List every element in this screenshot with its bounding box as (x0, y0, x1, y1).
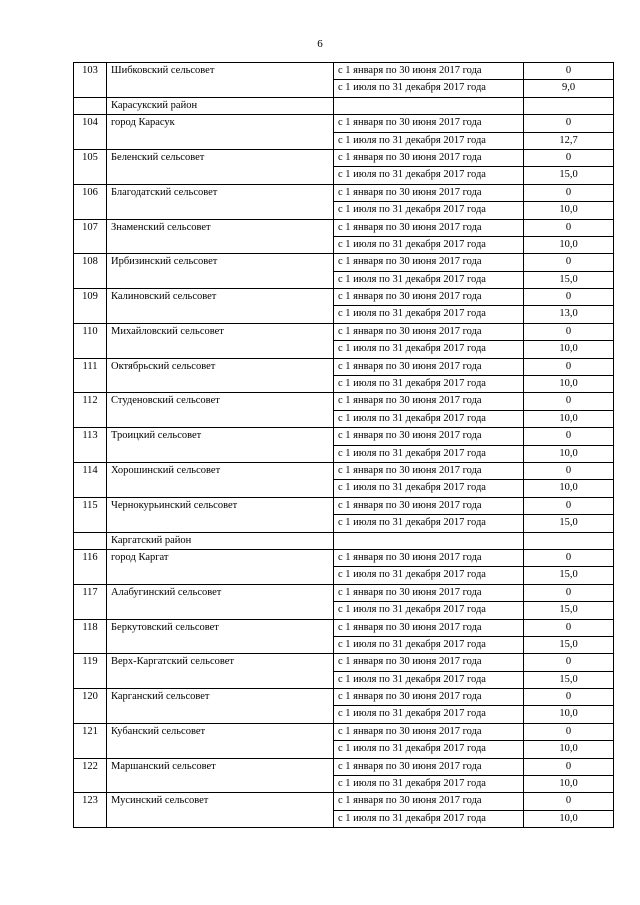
row-number: 119 (74, 654, 107, 689)
entity-name: Чернокурьинский сельсовет (107, 497, 334, 532)
table-row (74, 758, 614, 775)
entity-name: Ирбизинский сельсовет (107, 254, 334, 289)
district-header-row (74, 97, 614, 114)
rate-first-half: 0 (524, 393, 614, 410)
rate-first-half: 0 (524, 689, 614, 706)
rate-second-half: 15,0 (524, 636, 614, 653)
rate-first-half: 0 (524, 654, 614, 671)
row-number: 104 (74, 115, 107, 150)
rate-second-half: 15,0 (524, 271, 614, 288)
rate-second-half: 9,0 (524, 80, 614, 97)
row-number: 105 (74, 149, 107, 184)
rate-first-half: 0 (524, 219, 614, 236)
table-row (74, 323, 614, 340)
rate-second-half: 10,0 (524, 410, 614, 427)
period-second-half: с 1 июля по 31 декабря 2017 года (334, 671, 524, 688)
entity-name: Карганский сельсовет (107, 689, 334, 724)
entity-name: Мусинский сельсовет (107, 793, 334, 828)
period-second-half: с 1 июля по 31 декабря 2017 года (334, 271, 524, 288)
period-second-half: с 1 июля по 31 декабря 2017 года (334, 567, 524, 584)
rate-first-half: 0 (524, 758, 614, 775)
row-number: 112 (74, 393, 107, 428)
row-number: 109 (74, 289, 107, 324)
period-first-half: с 1 января по 30 июня 2017 года (334, 549, 524, 566)
period-first-half: с 1 января по 30 июня 2017 года (334, 793, 524, 810)
table-row (74, 497, 614, 514)
rate-first-half: 0 (524, 323, 614, 340)
district-name: Карасукский район (107, 97, 334, 114)
period-first-half: с 1 января по 30 июня 2017 года (334, 462, 524, 479)
period-first-half: с 1 января по 30 июня 2017 года (334, 584, 524, 601)
table-row (74, 619, 614, 636)
entity-name: Беркутовский сельсовет (107, 619, 334, 654)
rate-second-half: 10,0 (524, 341, 614, 358)
rate-first-half: 0 (524, 497, 614, 514)
entity-name: Студеновский сельсовет (107, 393, 334, 428)
table-row (74, 428, 614, 445)
rate-first-half: 0 (524, 723, 614, 740)
period-first-half: с 1 января по 30 июня 2017 года (334, 184, 524, 201)
tariff-table (73, 62, 614, 828)
table-row (74, 393, 614, 410)
table-row (74, 689, 614, 706)
entity-name: Троицкий сельсовет (107, 428, 334, 463)
rate-second-half: 15,0 (524, 671, 614, 688)
period-first-half: с 1 января по 30 июня 2017 года (334, 358, 524, 375)
rate-first-half: 0 (524, 428, 614, 445)
rate-first-half: 0 (524, 584, 614, 601)
rate-second-half: 15,0 (524, 567, 614, 584)
rate-first-half: 0 (524, 619, 614, 636)
rate-second-half: 10,0 (524, 445, 614, 462)
rate-second-half: 10,0 (524, 810, 614, 827)
period-cell (334, 532, 524, 549)
period-second-half: с 1 июля по 31 декабря 2017 года (334, 410, 524, 427)
period-first-half: с 1 января по 30 июня 2017 года (334, 254, 524, 271)
period-first-half: с 1 января по 30 июня 2017 года (334, 149, 524, 166)
row-number: 118 (74, 619, 107, 654)
rate-second-half: 10,0 (524, 741, 614, 758)
rate-first-half: 0 (524, 289, 614, 306)
period-second-half: с 1 июля по 31 декабря 2017 года (334, 132, 524, 149)
entity-name: Благодатский сельсовет (107, 184, 334, 219)
rate-first-half: 0 (524, 358, 614, 375)
row-number: 111 (74, 358, 107, 393)
rate-first-half: 0 (524, 254, 614, 271)
rate-second-half: 10,0 (524, 376, 614, 393)
row-number: 116 (74, 549, 107, 584)
period-first-half: с 1 января по 30 июня 2017 года (334, 689, 524, 706)
table-row (74, 115, 614, 132)
period-first-half: с 1 января по 30 июня 2017 года (334, 654, 524, 671)
entity-name: Беленский сельсовет (107, 149, 334, 184)
period-second-half: с 1 июля по 31 декабря 2017 года (334, 376, 524, 393)
row-number: 106 (74, 184, 107, 219)
period-cell (334, 97, 524, 114)
table-row (74, 254, 614, 271)
entity-name: Знаменский сельсовет (107, 219, 334, 254)
entity-name: город Каргат (107, 549, 334, 584)
entity-name: Маршанский сельсовет (107, 758, 334, 793)
table-row (74, 462, 614, 479)
row-number: 117 (74, 584, 107, 619)
table-row (74, 723, 614, 740)
rate-first-half: 0 (524, 793, 614, 810)
row-number: 121 (74, 723, 107, 758)
entity-name: Кубанский сельсовет (107, 723, 334, 758)
period-second-half: с 1 июля по 31 декабря 2017 года (334, 341, 524, 358)
period-first-half: с 1 января по 30 июня 2017 года (334, 289, 524, 306)
rate-second-half: 12,7 (524, 132, 614, 149)
period-first-half: с 1 января по 30 июня 2017 года (334, 323, 524, 340)
period-first-half: с 1 января по 30 июня 2017 года (334, 619, 524, 636)
row-number: 120 (74, 689, 107, 724)
rate-cell (524, 97, 614, 114)
period-first-half: с 1 января по 30 июня 2017 года (334, 723, 524, 740)
table-row (74, 184, 614, 201)
period-second-half: с 1 июля по 31 декабря 2017 года (334, 167, 524, 184)
period-first-half: с 1 января по 30 июня 2017 года (334, 219, 524, 236)
rate-second-half: 10,0 (524, 202, 614, 219)
rate-cell (524, 532, 614, 549)
period-first-half: с 1 января по 30 июня 2017 года (334, 393, 524, 410)
row-number: 107 (74, 219, 107, 254)
entity-name: Алабугинский сельсовет (107, 584, 334, 619)
period-first-half: с 1 января по 30 июня 2017 года (334, 758, 524, 775)
period-second-half: с 1 июля по 31 декабря 2017 года (334, 741, 524, 758)
table-row (74, 219, 614, 236)
rate-first-half: 0 (524, 462, 614, 479)
table-row (74, 549, 614, 566)
period-first-half: с 1 января по 30 июня 2017 года (334, 497, 524, 514)
row-number: 122 (74, 758, 107, 793)
rate-second-half: 10,0 (524, 706, 614, 723)
rate-first-half: 0 (524, 115, 614, 132)
rate-second-half: 15,0 (524, 515, 614, 532)
table-row (74, 289, 614, 306)
row-number: 108 (74, 254, 107, 289)
entity-name: Михайловский сельсовет (107, 323, 334, 358)
rate-second-half: 10,0 (524, 776, 614, 793)
tariff-table-body (74, 63, 614, 828)
rate-second-half: 15,0 (524, 602, 614, 619)
period-second-half: с 1 июля по 31 декабря 2017 года (334, 776, 524, 793)
table-row (74, 63, 614, 80)
period-second-half: с 1 июля по 31 декабря 2017 года (334, 810, 524, 827)
district-header-row (74, 532, 614, 549)
entity-name: Верх-Каргатский сельсовет (107, 654, 334, 689)
period-second-half: с 1 июля по 31 декабря 2017 года (334, 445, 524, 462)
period-second-half: с 1 июля по 31 декабря 2017 года (334, 80, 524, 97)
table-row (74, 149, 614, 166)
period-second-half: с 1 июля по 31 декабря 2017 года (334, 602, 524, 619)
rate-second-half: 10,0 (524, 480, 614, 497)
period-second-half: с 1 июля по 31 декабря 2017 года (334, 480, 524, 497)
period-second-half: с 1 июля по 31 декабря 2017 года (334, 706, 524, 723)
rate-second-half: 10,0 (524, 236, 614, 253)
row-number: 110 (74, 323, 107, 358)
rate-second-half: 15,0 (524, 167, 614, 184)
district-name: Каргатский район (107, 532, 334, 549)
period-first-half: с 1 января по 30 июня 2017 года (334, 428, 524, 445)
row-number (74, 97, 107, 114)
row-number: 103 (74, 63, 107, 98)
rate-first-half: 0 (524, 184, 614, 201)
page-number: 6 (317, 38, 323, 50)
row-number (74, 532, 107, 549)
entity-name: Хорошинский сельсовет (107, 462, 334, 497)
entity-name: Шибковский сельсовет (107, 63, 334, 98)
row-number: 115 (74, 497, 107, 532)
table-row (74, 584, 614, 601)
row-number: 114 (74, 462, 107, 497)
entity-name: Октябрьский сельсовет (107, 358, 334, 393)
period-second-half: с 1 июля по 31 декабря 2017 года (334, 306, 524, 323)
period-second-half: с 1 июля по 31 декабря 2017 года (334, 202, 524, 219)
rate-first-half: 0 (524, 149, 614, 166)
rate-first-half: 0 (524, 549, 614, 566)
period-second-half: с 1 июля по 31 декабря 2017 года (334, 636, 524, 653)
entity-name: Калиновский сельсовет (107, 289, 334, 324)
period-first-half: с 1 января по 30 июня 2017 года (334, 63, 524, 80)
entity-name: город Карасук (107, 115, 334, 150)
row-number: 113 (74, 428, 107, 463)
period-second-half: с 1 июля по 31 декабря 2017 года (334, 515, 524, 532)
table-row (74, 793, 614, 810)
rate-first-half: 0 (524, 63, 614, 80)
row-number: 123 (74, 793, 107, 828)
period-second-half: с 1 июля по 31 декабря 2017 года (334, 236, 524, 253)
table-row (74, 654, 614, 671)
period-first-half: с 1 января по 30 июня 2017 года (334, 115, 524, 132)
rate-second-half: 13,0 (524, 306, 614, 323)
table-row (74, 358, 614, 375)
